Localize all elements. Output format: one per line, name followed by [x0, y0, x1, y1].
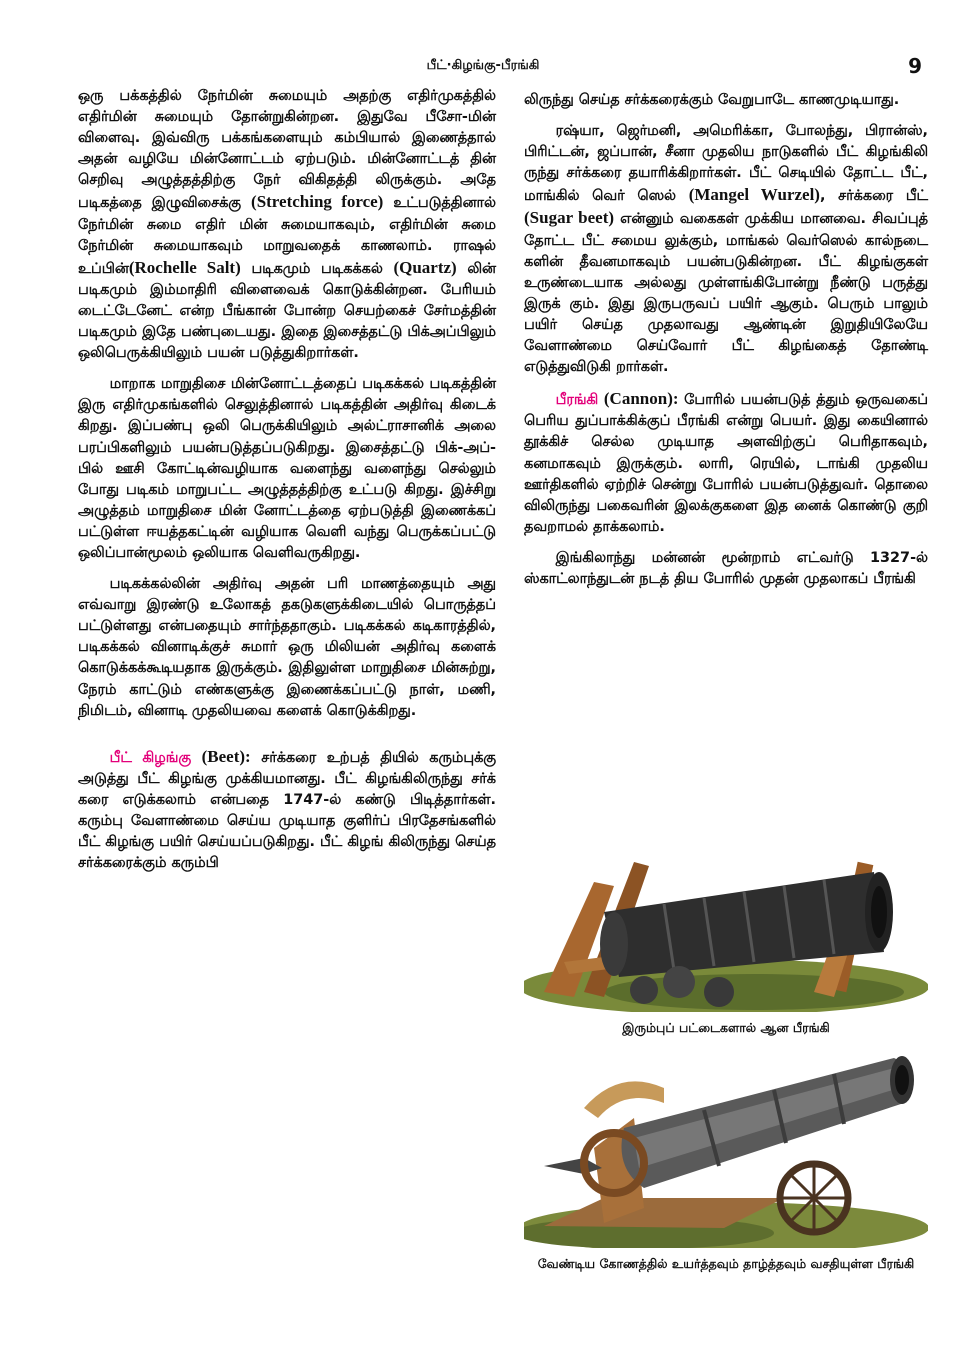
- text-run: ரஷ்யா, ஜெர்மனி, அமெரிக்கா, போலந்து, பிரான்ஸ், பிரிட்டன், ஜப்பான், சீனா முதலிய நாடுகளில் பீட் கிழங்கிலி ருந்து சர்க்கரை தயாரிக்கிறார்கள். பீட் செடியில் தோட்ட பீட், மாங்கில் வெர் ஸெல்: [524, 123, 928, 205]
- paragraph-beet: [78, 746, 496, 875]
- text-run: போரில் பயன்படுத் த்தும் ஒருவகைப் பெரிய துப்பாக்கிக்குப் பீரங்கி என்று பெயர். இது கையினால் தூக்கிச் செல்ல முடியாத அளவிற்குப் பெரிதாகவும், கனமாகவும் இருக்கும். லாரி, ரெயில், டாங்கி முதலிய ஊர்திகளில் ஏற்றிச் சென்று போரில் பயன்படுத்துவர். தொலை விலிருந்து பகைவரின் இலக்குகளை இத னைக் கொண்டு குறி தவறாமல் தாக்கலாம்.: [524, 392, 928, 535]
- paragraph-piezo: [78, 86, 496, 364]
- text-run: என்னும் வகைகள் முக்கிய மானவை. சிவப்புத் தோட்ட பீட் சமைய லுக்கும், மாங்கல் வெர்ஸெல் கால்நடை களின் தீவனமாகவும் பயன்படுகின்றன. பீட் கிழங்குகள் உருண்டையாக அல்லது முள்ளங்கிபோன்று நீண்டு பருத்து இருக் கும். இது இருபருவப் பயிர் ஆகும். பெரும் பாலும் பயிர் செய்த முதலாவது ஆண்டின் இறுதியிலேயே வேளாண்மை செய்வோர் பீட் கிழங்கைத் தோண்டி எடுத்துவிடுகி றார்கள்.: [524, 211, 928, 376]
- text-run: ஒரு பக்கத்தில் நேர்மின் சுமையும் அதற்கு எதிர்முகத்தில் எதிர்மின் சுமையும் தோன்றுகின்றன. இதுவே பீசோ-மின் விளைவு. இவ்விரு பக்கங்களையும் கம்பியால் இணைத்தால் அதன் வழியே மின்னோட்டம் ஏற்படும். மின்னோட்டத் தின் செறிவு அழுத்தத்திற்கு நேர் விகிதத்தி லிருக்கும். அதே படிகத்தை இழுவிசைக்கு: [78, 88, 496, 212]
- right-column: [524, 90, 928, 600]
- beet-heading: பீட் கிழங்கு: [109, 749, 192, 766]
- page-header: [0, 54, 966, 84]
- text-run: லின் படிகமும் இம்மாதிரி விளைவைக் கொடுக்கின்றன. பேரியம் டைட்டேனேட் என்ற பீங்கான் போன்ற செயற்கைச் சேர்மத்தின் படிகமும் இதே பண்புடையது. இதை இசைத்தட்டு பிக்அப்பிலும் ஒலிபெருக்கியிலும் பயன் படுத்துகிறார்கள்.: [78, 260, 497, 362]
- elevating-cannon-illustration: [524, 1048, 928, 1248]
- latin-term: (Quartz): [393, 257, 457, 277]
- figure-caption-2: வேண்டிய கோணத்தில் உயர்த்தவும் தாழ்த்தவும் வசதியுள்ள பீரங்கி: [537, 1256, 915, 1271]
- iron-cannon-illustration: [524, 842, 928, 1012]
- paragraph-ac-current: மாறாக மாறுதிசை மின்னோட்டத்தைப் படிகக்கல் படிகத்தின் இரு எதிர்முகங்களில் செலுத்தினால் படிகத்தின் அதிர்வு கிடைக் கிறது. இப்பண்பு ஒலி பெருக்கியிலும் அல்ட்ராசானிக் அலை பரப்பிகளிலும் பயன்படுத்தப்படுகிறது. இசைத்தட்டு பிக்-அப்-பில் ஊசி கோட்டின்வழியாக வளைந்து வளைந்து செல்லும் போது படிகம் மாறுபட்ட அழுத்தத்திற்கு உட்படு கிறது. இச்சிறு அழுத்தம் மாறுதிசை மின் னோட்டத்தை ஏற்படுத்தி இணைக்கப் பட்டுள்ள ஈயத்தகட்டின் வழியாக வெளி வந்து பெருக்கப்பட்டு ஒலிப்பான்மூலம் ஒலியாக வெளிவருகிறது.: [78, 376, 496, 561]
- cannon-heading: பீரங்கி: [555, 392, 599, 409]
- page-number: 9: [908, 54, 922, 78]
- text-run: உட்படுத்தினால் நேர்மின் சுமை எதிர் மின் சுமையாகவும், எதிர்மின் சுமை நேர்மின் சுமையாகவும் மாறுவதைக் காணலாம். ராஷல் உப்பின்: [78, 195, 497, 277]
- latin-term: (Cannon):: [603, 389, 679, 409]
- paragraph-cannon: [524, 388, 928, 538]
- left-column: [78, 86, 496, 884]
- figure-iron-cannon: [524, 842, 928, 1038]
- latin-term: (Rochelle Salt): [128, 257, 241, 277]
- paragraph-beet-continued: லிருந்து செய்த சர்க்கரைக்கும் வேறுபாடே காணமுடியாது.: [524, 92, 900, 108]
- paragraph-cannon-history: இங்கிலாந்து மன்னன் மூன்றாம் எட்வர்டு 1327-ல் ஸ்காட்லாந்துடன் நடத் திய போரில் முதன் முதலாகப் பீரங்கி: [524, 549, 928, 587]
- text-run: சர்க்கரை உற்பத் தியில் கரும்புக்கு அடுத்து பீட் கிழங்கு முக்கியமானது. பீட் கிழங்கிலிருந்து சர்க் கரை எடுக்கலாம் என்பதை 1747-ல் கண்டு பிடித்தார்கள். கரும்பு வேளாண்மை செய்ய முடியாத குளிர்ப் பிரதேசங்களில் பீட் கிழங்கு பயிர் செய்யப்படுகிறது. பீட் கிழங் கிலிருந்து செய்த சர்க்கரைக்கும் கரும்பி: [78, 749, 496, 872]
- latin-term: (Mangel Wurzel): [688, 185, 820, 205]
- latin-term: (Stretching force): [251, 192, 384, 212]
- running-title: பீட்·கிழங்கு-பீரங்கி: [426, 58, 540, 73]
- figure-elevating-cannon: [524, 1048, 928, 1274]
- paragraph-crystal-clock: படிகக்கல்லின் அதிர்வு அதன் பரி மாணத்தையும் அது எவ்வாறு இரண்டு உலோகத் தகடுகளுக்கிடையில் பொருத்தப் பட்டுள்ளது என்பதையும் சார்ந்ததாகும். படிகக்கல் கடிகாரத்தில், படிகக்கல் வினாடிக்குச் சுமார் ஒரு மிலியன் அதிர்வு களைக் கொடுக்கக்கூடியதாக இருக்கும். இதிலுள்ள மாறுதிசை மின்சுற்று, நேரம் காட்டும் எண்களுக்கு இணைக்கப்பட்டு நாள், மணி, நிமிடம், வினாடி முதலியவை களைக் கொடுக்கிறது.: [78, 576, 496, 719]
- text-run: , சர்க்கரை பீட்: [819, 188, 929, 205]
- paragraph-beet-varieties: [524, 121, 928, 378]
- text-run: படிகமும் படிகக்கல்: [240, 260, 383, 277]
- figure-caption-1: இரும்புப் பட்டைகளால் ஆன பீரங்கி: [622, 1020, 830, 1035]
- latin-term: (Beet):: [201, 746, 251, 766]
- latin-term: (Sugar beet): [524, 208, 615, 228]
